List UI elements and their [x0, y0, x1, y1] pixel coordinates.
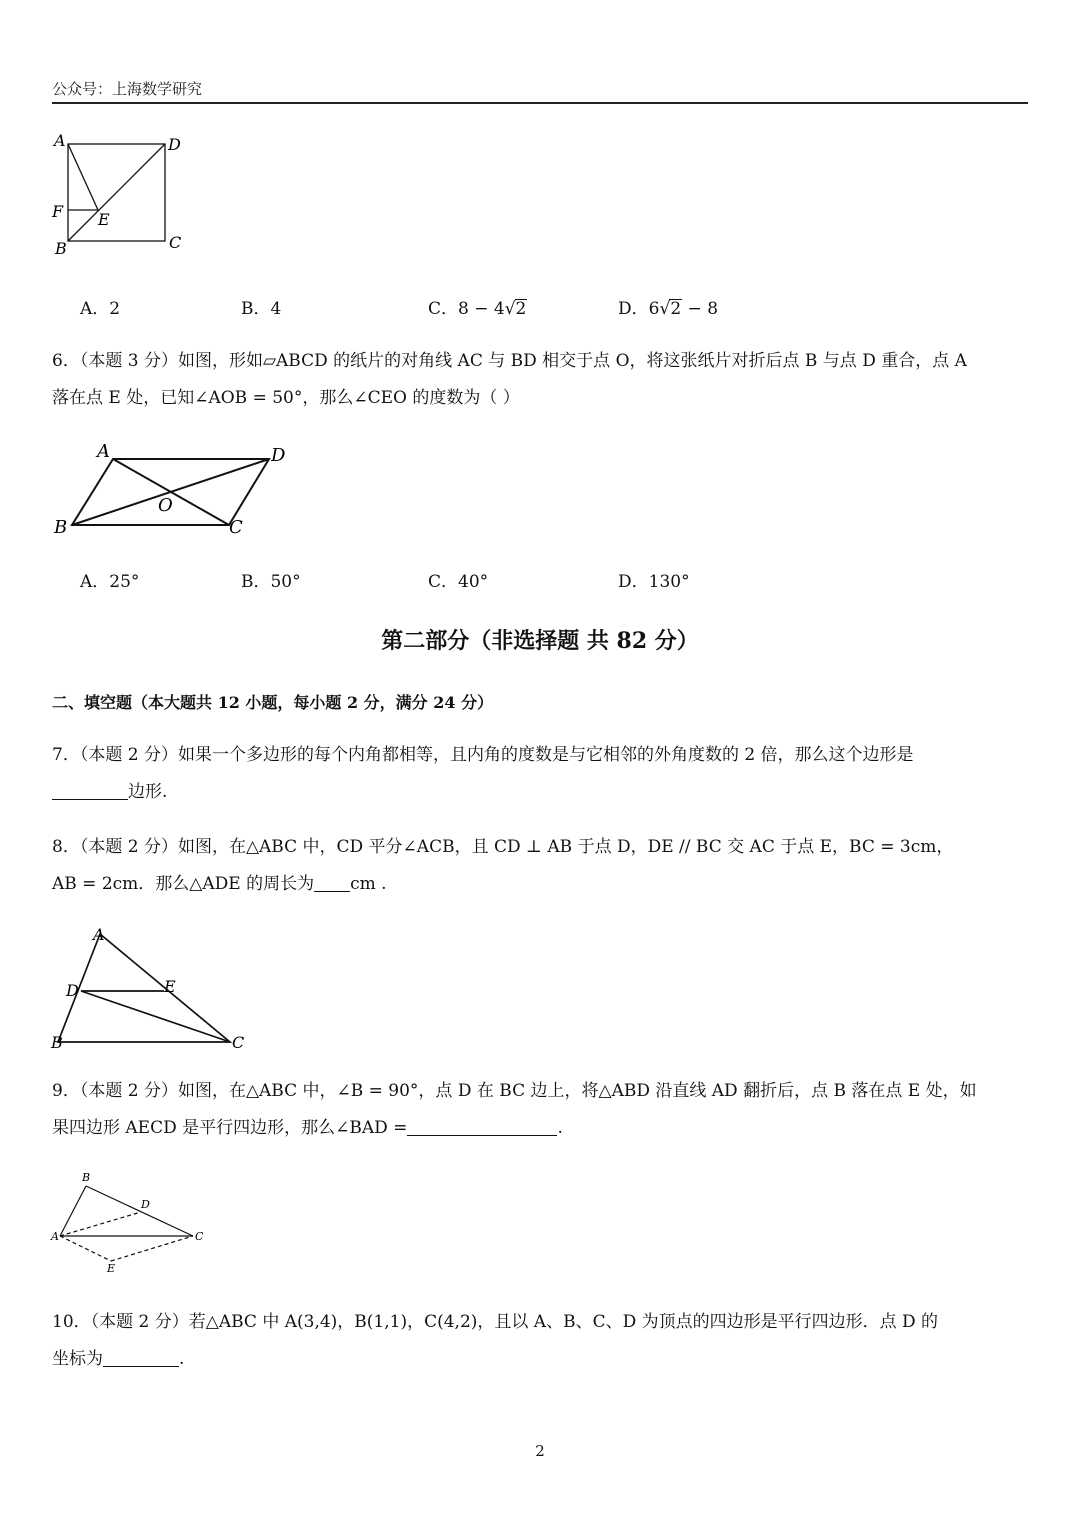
- q9-text: [52, 1073, 1032, 1147]
- q10-answer-blank[interactable]: [103, 1349, 179, 1367]
- label-a: A: [97, 441, 110, 462]
- label-e: E: [107, 1262, 116, 1275]
- q5-option-d-expr-front: 6: [648, 299, 660, 319]
- q5-option-d-expr-back: − 8: [682, 299, 719, 319]
- q9-line2: [52, 1110, 1032, 1147]
- q7-line2-suffix: 边形.: [128, 782, 168, 802]
- label-d: D: [66, 981, 79, 1000]
- segment-ec: [111, 1236, 193, 1261]
- q5-option-c-expr-front: 8 − 4: [458, 299, 505, 319]
- q6-text: [52, 343, 1032, 417]
- figure-triangle-q8: [48, 922, 253, 1052]
- q9-answer-blank[interactable]: [407, 1118, 557, 1136]
- figure-triangle-q9: [48, 1166, 218, 1276]
- q5-option-c[interactable]: C．8 − 4√2: [428, 299, 527, 319]
- q6-options: [0, 567, 1080, 597]
- q6-option-b[interactable]: B．50°: [241, 572, 301, 592]
- q7-answer-blank[interactable]: [52, 782, 128, 800]
- q10-line2-suffix: .: [179, 1349, 185, 1369]
- label-o: O: [158, 495, 173, 516]
- q5-option-d-root: 2: [670, 299, 682, 319]
- q9-line1: 9．（本题 2 分）如图，在△ABC 中，∠B = 90°，点 D 在 BC 边上，将△ABD 沿直线 AD 翻折后，点 B 落在点 E 处，如: [52, 1081, 977, 1101]
- q8-line2-prefix: AB = 2cm．那么△ADE 的周长为: [52, 874, 315, 894]
- section-title: 第二部分（非选择题 共 82 分）: [381, 628, 699, 654]
- q7-text: [52, 737, 1032, 811]
- segment-dc: [81, 991, 230, 1042]
- segment-ae: [68, 144, 98, 210]
- segment-ab: [60, 1186, 86, 1236]
- q8-line2: [52, 866, 1032, 903]
- label-b: B: [54, 517, 68, 538]
- q8-answer-blank[interactable]: [314, 874, 350, 892]
- q10-line1: 10．（本题 2 分）若△ABC 中 A(3,4)，B(1,1)，C(4,2)，且以 A、B、C、D 为顶点的四边形是平行四边形．点 D 的: [52, 1312, 939, 1332]
- figure-square-abcd: [48, 128, 198, 258]
- q5-option-b[interactable]: B．4: [241, 299, 282, 319]
- q10-line2: [52, 1341, 1032, 1378]
- q5-option-d[interactable]: D．6√2 − 8: [618, 299, 719, 319]
- label-f: F: [52, 202, 64, 221]
- segment-ad: [60, 1212, 141, 1236]
- q9-line2-suffix: .: [557, 1118, 563, 1138]
- q6-line2: 落在点 E 处，已知∠AOB = 50°，那么∠CEO 的度数为（ ）: [52, 388, 520, 408]
- label-b: B: [82, 1171, 91, 1184]
- q7-line1: 7．（本题 2 分）如果一个多边形的每个内角都相等，且内角的度数是与它相邻的外角度数的 2 倍，那么这个边形是: [52, 745, 914, 765]
- triangle-abc: [58, 934, 230, 1042]
- q7-line2: [52, 774, 1032, 811]
- label-c: C: [169, 233, 182, 252]
- page-number: 2: [535, 1442, 545, 1460]
- q8-line2-suffix: cm .: [350, 874, 387, 894]
- segment-ae: [60, 1236, 111, 1261]
- figure-parallelogram-abcd: [48, 438, 298, 543]
- q9-line2-prefix: 果四边形 AECD 是平行四边形，那么∠BAD =: [52, 1118, 408, 1138]
- q6-option-a[interactable]: A．25°: [80, 572, 140, 592]
- label-c: C: [232, 1033, 245, 1052]
- q10-text: [52, 1304, 1032, 1378]
- q5-option-a[interactable]: A．2: [80, 299, 121, 319]
- header-source: 公众号：上海数学研究: [52, 80, 203, 98]
- q5-option-c-root: 2: [515, 299, 527, 319]
- q6-line1: 6．（本题 3 分）如图，形如▱ABCD 的纸片的对角线 AC 与 BD 相交于点 O，将这张纸片对折后点 B 与点 D 重合，点 A: [52, 351, 967, 371]
- label-b: B: [51, 1033, 63, 1052]
- label-d: D: [271, 445, 286, 466]
- label-e: E: [164, 977, 176, 996]
- q10-line2-prefix: 坐标为: [52, 1349, 103, 1369]
- q5-option-d-prefix: D．: [618, 299, 649, 319]
- label-a: A: [51, 1230, 59, 1243]
- segment-bc: [86, 1186, 193, 1236]
- label-c: C: [195, 1230, 204, 1243]
- label-c: C: [229, 517, 243, 538]
- label-a: A: [93, 925, 105, 944]
- q6-option-c[interactable]: C．40°: [428, 572, 489, 592]
- label-e: E: [98, 210, 110, 229]
- label-d: D: [141, 1198, 150, 1211]
- fill-in-heading: 二、填空题（本大题共 12 小题，每小题 2 分，满分 24 分）: [52, 693, 494, 712]
- q8-text: [52, 829, 1032, 903]
- q8-line1: 8．（本题 2 分）如图，在△ABC 中，CD 平分∠ACB，且 CD ⊥ AB 于点 D，DE // BC 交 AC 于点 E，BC = 3cm，: [52, 837, 954, 857]
- label-d: D: [168, 135, 181, 154]
- header-divider: [52, 102, 1028, 104]
- q5-option-c-prefix: C．: [428, 299, 459, 319]
- q6-option-d[interactable]: D．130°: [618, 572, 690, 592]
- label-a: A: [54, 131, 66, 150]
- diagonal-bd: [68, 144, 165, 241]
- label-b: B: [55, 239, 67, 258]
- q5-options: [0, 294, 1080, 324]
